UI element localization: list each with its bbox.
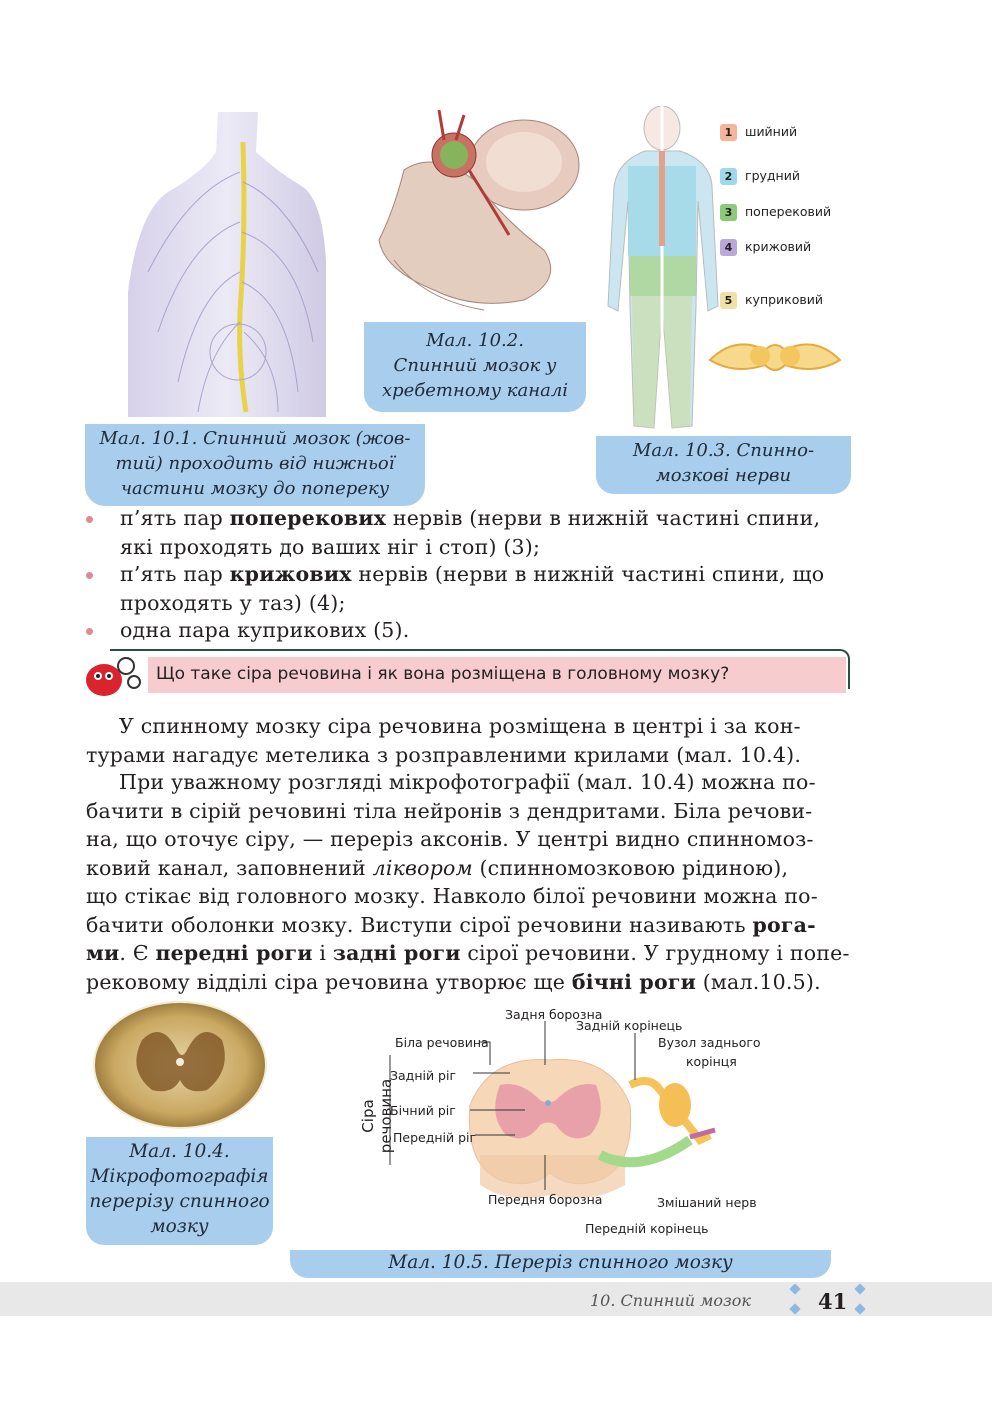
legend-label: шийний [745,124,798,139]
label-anterior-horn: Передній ріг [393,1130,477,1145]
list-item [120,616,860,645]
text-line [86,854,866,883]
text: і [312,941,333,965]
legend-label: крижовий [745,239,812,254]
text: (мал.10.5). [696,969,821,994]
legend-number: 3 [720,204,737,221]
caption-line: Мал. 10.4. [129,1141,230,1162]
figure-caption [86,1137,273,1245]
figure-dermatome-image [600,106,720,436]
label-white-matter: Біла речовина [395,1035,489,1050]
label-ganglion-2: корінця [686,1054,737,1069]
legend-item [720,204,831,221]
bullet-dot [86,628,93,635]
bold-term: ми [86,941,120,965]
text: (спинномозковою рідиною), [472,855,789,880]
text: нервів (нерви в нижній частині спини, [386,506,821,530]
legend-number: 5 [720,292,737,309]
text: п’ять пар [120,562,230,586]
label-lateral-horn: Бічний ріг [390,1103,456,1118]
legend-number: 1 [720,124,737,141]
text-line: на, що оточує сіру, — переріз аксонів. У центрі видно спинномоз- [86,827,814,851]
bold-term: бічні роги [571,969,696,994]
text-line [86,968,866,997]
label-anterior-sulcus: Передня борозна [488,1192,603,1207]
list-item [120,504,860,561]
paragraph [86,768,866,996]
figure-caption [290,1250,831,1278]
bold-term: крижових [229,562,352,586]
brain-gears-icon [82,652,144,698]
question-text: Що таке сіра речовина і як вона розміщена в головному мозку? [156,664,730,684]
label-anterior-root: Передній корінець [585,1221,709,1236]
legend-item [720,124,797,141]
diagram-leader-lines [385,1005,655,1225]
bold-term: поперекових [229,506,387,530]
caption-line: Мал. 10.3. Спинно- [632,440,815,461]
label-posterior-horn: Задній ріг [390,1068,457,1083]
text-line [86,939,866,968]
figure-caption [85,424,425,506]
spinal-cross-section-icon [705,330,845,380]
bold-term: рога- [752,912,816,937]
figure-micrograph-image [92,1000,268,1130]
text: рековому відділі сіра речовина утворює ще [86,969,572,994]
dermatome-legend [720,124,870,314]
footer-section-title: 10. Спинний мозок [590,1291,751,1310]
caption-line: Мал. 10.1. Спинний мозок (жов- [99,428,411,449]
text-line [86,911,866,940]
label-posterior-sulcus: Задня борозна [505,1007,603,1022]
figure-nervous-system-image [128,112,328,417]
text-line: що стікає від головного мозку. Навколо білої речовини можна по- [86,884,818,908]
text: п’ять пар [120,506,230,530]
legend-item [720,168,800,185]
caption-line: Спинний мозок у [393,355,557,376]
paragraph [86,712,866,769]
figure-caption [596,436,851,494]
caption-line: тий) проходить від нижньої [115,453,395,474]
italic-term: ліквором [372,855,473,880]
label-posterior-root: Задній корінець [576,1018,683,1033]
label-ganglion-1: Вузол заднього [658,1035,761,1050]
legend-item [720,292,823,309]
text: які проходять до ваших ніг і стоп) (3); [120,534,541,559]
text: проходять у таз) (4); [120,590,346,615]
text: сірої речовини. У грудному і попе- [460,941,850,965]
bold-term: задні роги [332,941,461,965]
legend-label: грудний [745,168,800,183]
text-line: турами нагадує метелика з розправленими крилами (мал. 10.4). [86,742,802,767]
caption-line: Мікрофотографія [90,1166,269,1187]
figure-vertebra-image [374,110,584,322]
legend-label: поперековий [745,204,832,219]
text-line: При уважному розгляді мікрофотографії (мал. 10.4) можна по- [119,770,816,794]
label-mixed-nerve: Змішаний нерв [657,1195,757,1210]
caption-line: мозкові нерви [655,465,792,486]
caption-line: перерізу спинного [89,1191,270,1212]
label-grey-matter: Сіра речовина [359,1078,395,1154]
figure-caption [364,322,586,412]
bullet-dot [86,572,93,579]
text-line: бачити в сірій речовині тіла нейронів з дендритами. Біла речови- [86,798,813,823]
list-item [120,560,860,617]
text: бачити оболонки мозку. Виступи сірої речовини називають [86,912,753,937]
caption-line: частини мозку до попереку [120,478,390,499]
bold-term: передні роги [155,941,313,965]
legend-number: 2 [720,168,737,185]
text: . Є [119,941,156,965]
question-box [148,657,846,693]
text: ковий канал, заповнений [86,855,373,880]
legend-number: 4 [720,239,737,256]
caption-line: хребетному каналі [381,380,569,401]
legend-item [720,239,811,256]
caption-line: Мал. 10.2. [426,330,524,351]
page-number: 41 [818,1289,848,1314]
legend-label: куприковий [745,292,823,307]
text-line: У спинному мозку сіра речовина розміщена в центрі і за кон- [119,714,801,738]
caption-line: мозку [150,1216,209,1237]
bullet-dot [86,516,93,523]
text: нервів (нерви в нижній частині спини, що [351,562,825,586]
text: одна пара куприкових (5). [120,618,410,642]
caption-line: Мал. 10.5. Переріз спинного мозку [388,1252,733,1273]
